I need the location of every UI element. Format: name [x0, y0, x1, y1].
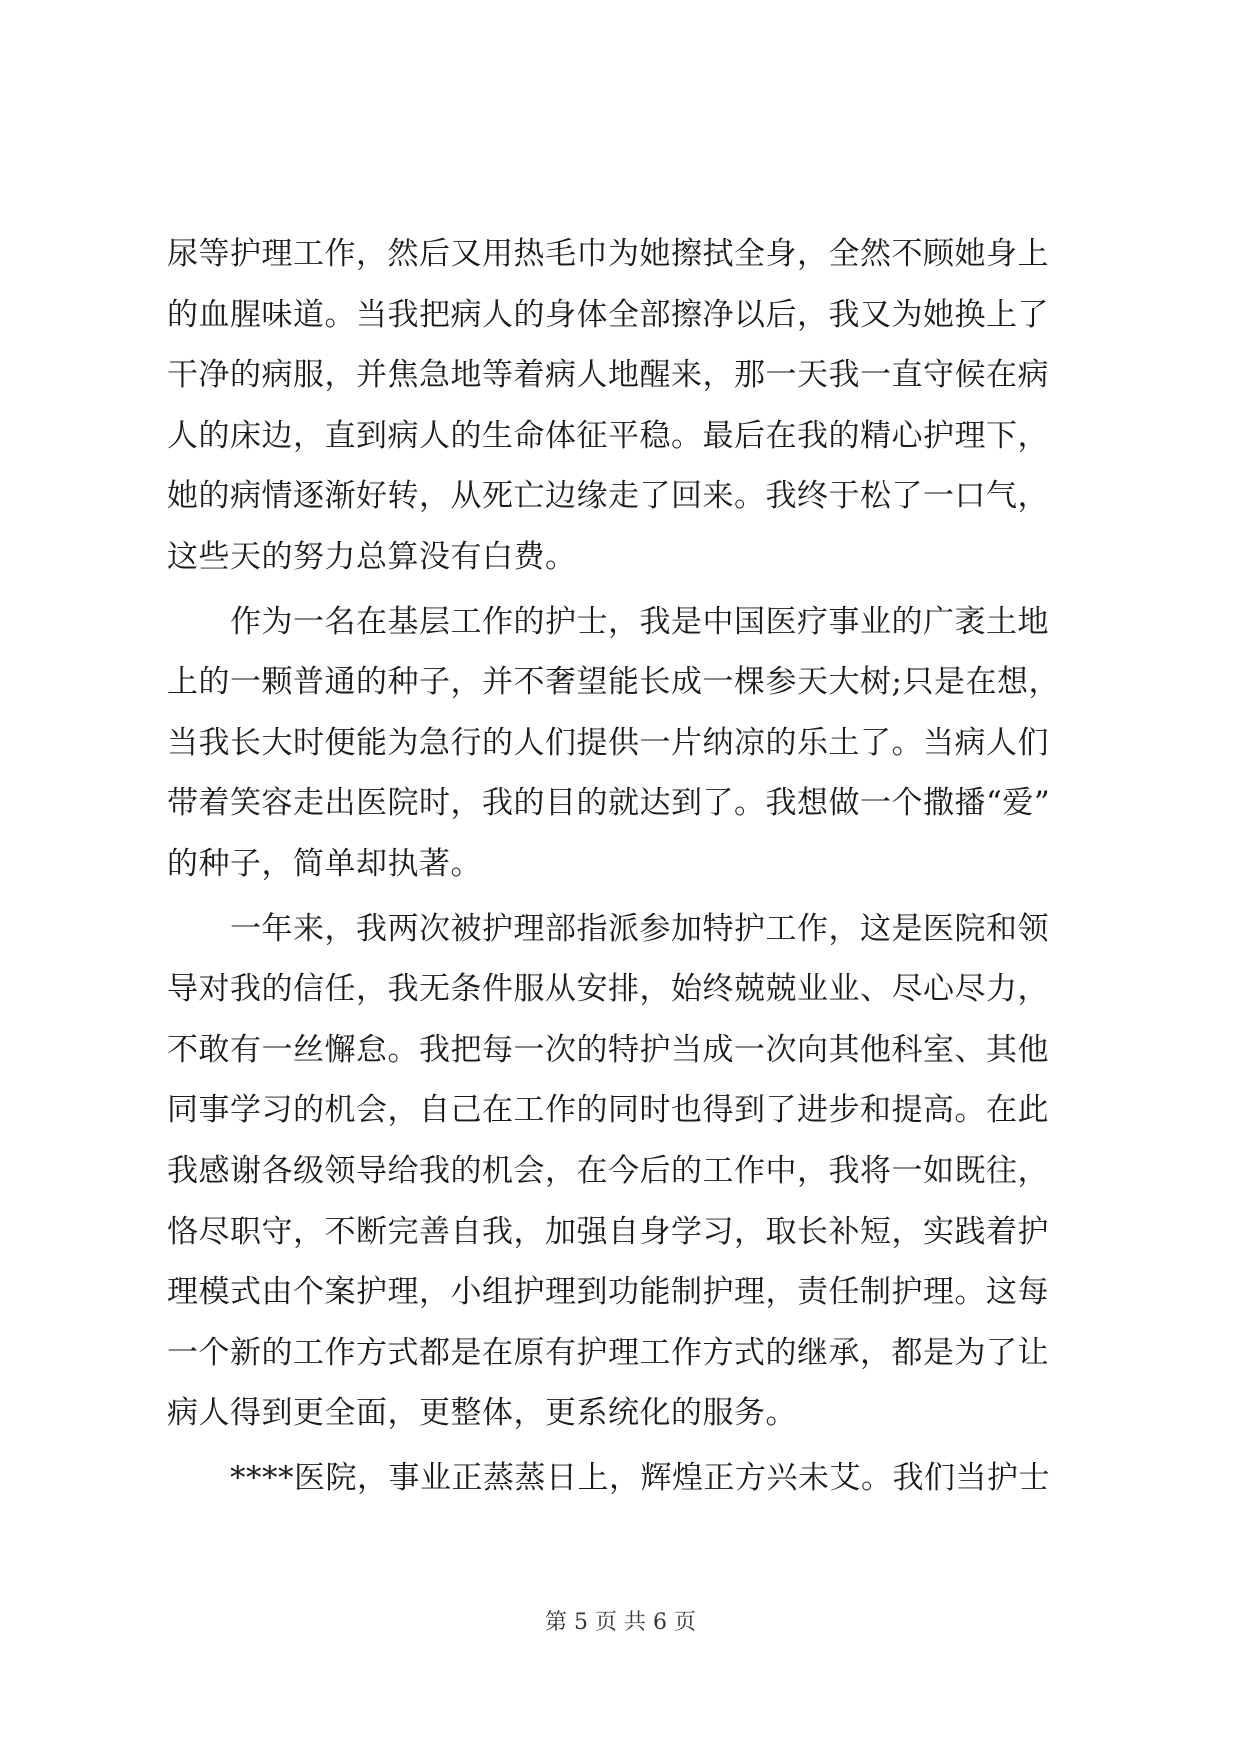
paragraph-4 [167, 1448, 1087, 1509]
text-line: 尿等护理工作，然后又用热毛巾为她擦拭全身，全然不顾她身上 [167, 236, 1049, 272]
text-line: 当我长大时便能为急行的人们提供一片纳凉的乐土了。当病人们 [167, 724, 1049, 761]
text-line: 这些天的努力总算没有白费。 [167, 538, 577, 575]
text-line: 上的一颗普通的种子，并不奢望能长成一棵参天大树;只是在想， [167, 664, 1060, 701]
text-line: 病人得到更全面，更整体，更系统化的服务。 [167, 1395, 797, 1432]
text-line: 恪尽职守，不断完善自我，加强自身学习，取长补短，实践着护 [167, 1213, 1049, 1250]
text-line: 一个新的工作方式都是在原有护理工作方式的继承，都是为了让 [167, 1334, 1049, 1371]
text-line: 带着笑容走出医院时，我的目的就达到了。我想做一个撒播“爱” [167, 785, 1051, 822]
text-line: 我感谢各级领导给我的机会，在今后的工作中，我将一如既往， [167, 1152, 1049, 1189]
paragraph-3 [167, 899, 1087, 1444]
text-line: 一年来，我两次被护理部指派参加特护工作，这是医院和领 [230, 910, 1049, 947]
document-body [167, 224, 1087, 1508]
page-footer [0, 1608, 1241, 1638]
text-line: 她的病情逐渐好转，从死亡边缘走了回来。我终于松了一口气， [167, 478, 1049, 515]
text-line: 不敢有一丝懈怠。我把每一次的特护当成一次向其他科室、其他 [167, 1031, 1049, 1068]
page-number: 第 5 页 共 6 页 [545, 1610, 696, 1635]
text-line: 作为一名在基层工作的护士，我是中国医疗事业的广袤土地 [230, 603, 1049, 640]
paragraph-1 [167, 224, 1087, 588]
text-line: 的种子，简单却执著。 [167, 845, 482, 882]
text-line: 干净的病服，并焦急地等着病人地醒来，那一天我一直守候在病 [167, 357, 1049, 394]
text-line: 理模式由个案护理，小组护理到功能制护理，责任制护理。这每 [167, 1274, 1049, 1311]
text-line: ****医院，事业正蒸蒸日上，辉煌正方兴未艾。我们当护士 [230, 1459, 1050, 1496]
paragraph-2 [167, 592, 1087, 895]
text-line: 同事学习的机会，自己在工作的同时也得到了进步和提高。在此 [167, 1092, 1049, 1129]
text-line: 导对我的信任，我无条件服从安排，始终兢兢业业、尽心尽力， [167, 971, 1049, 1008]
text-line: 人的床边，直到病人的生命体征平稳。最后在我的精心护理下， [167, 417, 1049, 454]
text-line: 的血腥味道。当我把病人的身体全部擦净以后，我又为她换上了 [167, 296, 1049, 333]
